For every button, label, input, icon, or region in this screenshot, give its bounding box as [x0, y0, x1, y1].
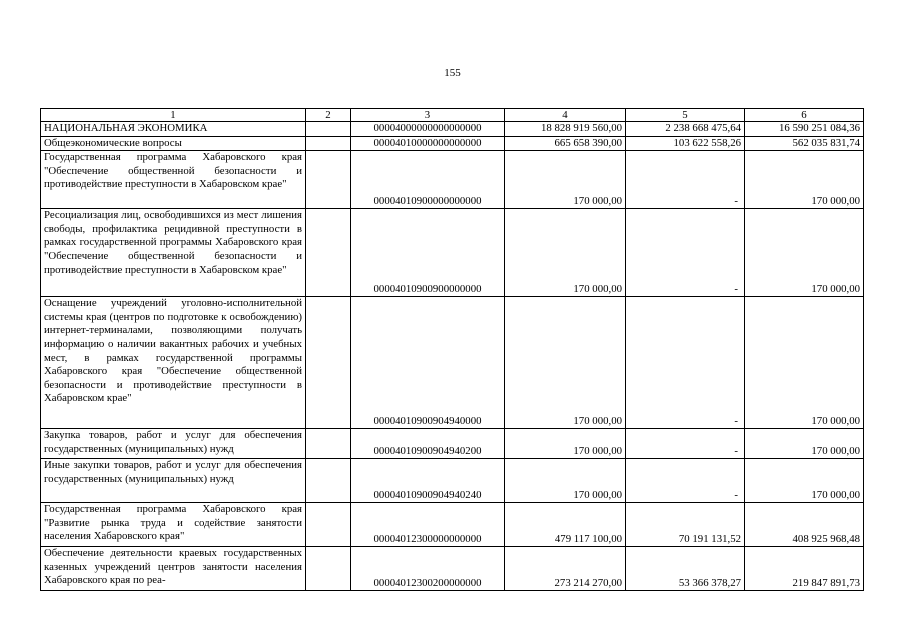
- column-header-4: 4: [505, 109, 626, 122]
- row-value-6: 170 000,00: [745, 297, 864, 429]
- row-value-5: 53 366 378,27: [626, 547, 745, 591]
- row-code: 00004010900904940240: [351, 459, 505, 503]
- row-value-5: 70 191 131,52: [626, 503, 745, 547]
- row-col2: [306, 547, 351, 591]
- row-value-4: 170 000,00: [505, 151, 626, 209]
- row-value-5: -: [626, 459, 745, 503]
- row-code: 00004010000000000000: [351, 136, 505, 151]
- budget-table-body: [41, 109, 864, 591]
- row-value-5: -: [626, 209, 745, 297]
- row-col2: [306, 429, 351, 459]
- row-value-6: 562 035 831,74: [745, 136, 864, 151]
- row-value-6: 170 000,00: [745, 209, 864, 297]
- row-col2: [306, 503, 351, 547]
- row-name: Государственная программа Хабаровского края "Обеспечение общественной безопасности и противодействие преступности в Хабаровском крае": [41, 151, 306, 209]
- row-col2: [306, 459, 351, 503]
- row-value-4: 170 000,00: [505, 209, 626, 297]
- row-value-4: 170 000,00: [505, 429, 626, 459]
- row-name: Обеспечение деятельности краевых государственных казенных учреждений центров занятости населения Хабаровского края по реа-: [41, 547, 306, 591]
- row-name: Оснащение учреждений уголовно-исполнительной системы края (центров по подготовке к освобождению) интернет-терминалами, позволяющими получать информацию о наличии вакантных рабочих и учебных мест, в рамках государственной программы Хабаровского края "Обеспечение общественной безопасности и противодействие преступности в Хабаровском крае": [41, 297, 306, 429]
- budget-table: [40, 108, 864, 591]
- column-header-1: 1: [41, 109, 306, 122]
- row-col2: [306, 297, 351, 429]
- row-code: 00004000000000000000: [351, 122, 505, 137]
- row-name: НАЦИОНАЛЬНАЯ ЭКОНОМИКА: [41, 122, 306, 137]
- page-number: 155: [444, 67, 461, 79]
- table-row: [41, 136, 864, 151]
- row-name: Ресоциализация лиц, освободившихся из мест лишения свободы, профилактика рецидивной преступности в рамках государственной программы Хабаровского края "Обеспечение общественной безопасности и противодействие преступности в Хабаровском крае": [41, 209, 306, 297]
- row-col2: [306, 122, 351, 137]
- column-header-6: 6: [745, 109, 864, 122]
- table-row: [41, 122, 864, 137]
- row-code: 00004012300000000000: [351, 503, 505, 547]
- row-col2: [306, 209, 351, 297]
- row-value-5: 103 622 558,26: [626, 136, 745, 151]
- row-value-4: 665 658 390,00: [505, 136, 626, 151]
- row-value-5: -: [626, 151, 745, 209]
- table-row: [41, 503, 864, 547]
- row-name: Общеэкономические вопросы: [41, 136, 306, 151]
- row-col2: [306, 136, 351, 151]
- column-header-5: 5: [626, 109, 745, 122]
- row-col2: [306, 151, 351, 209]
- row-code: 00004010900904940200: [351, 429, 505, 459]
- row-value-6: 170 000,00: [745, 459, 864, 503]
- row-value-4: 479 117 100,00: [505, 503, 626, 547]
- column-header-2: 2: [306, 109, 351, 122]
- table-row: [41, 209, 864, 297]
- row-name: Государственная программа Хабаровского края "Развитие рынка труда и содействие занятости населения Хабаровского края": [41, 503, 306, 547]
- row-code: 00004010900900000000: [351, 209, 505, 297]
- row-value-5: 2 238 668 475,64: [626, 122, 745, 137]
- row-value-4: 273 214 270,00: [505, 547, 626, 591]
- row-code: 00004010900904940000: [351, 297, 505, 429]
- table-row: [41, 151, 864, 209]
- row-value-4: 170 000,00: [505, 297, 626, 429]
- row-value-5: -: [626, 429, 745, 459]
- column-header-3: 3: [351, 109, 505, 122]
- row-code: 00004012300200000000: [351, 547, 505, 591]
- row-value-6: 170 000,00: [745, 429, 864, 459]
- row-value-4: 18 828 919 560,00: [505, 122, 626, 137]
- row-name: Иные закупки товаров, работ и услуг для обеспечения государственных (муниципальных) нужд: [41, 459, 306, 503]
- table-row: [41, 459, 864, 503]
- table-row: [41, 429, 864, 459]
- row-value-6: 16 590 251 084,36: [745, 122, 864, 137]
- row-value-5: -: [626, 297, 745, 429]
- row-name: Закупка товаров, работ и услуг для обеспечения государственных (муниципальных) нужд: [41, 429, 306, 459]
- row-value-6: 408 925 968,48: [745, 503, 864, 547]
- table-row: [41, 297, 864, 429]
- row-value-4: 170 000,00: [505, 459, 626, 503]
- row-value-6: 170 000,00: [745, 151, 864, 209]
- row-value-6: 219 847 891,73: [745, 547, 864, 591]
- table-row: [41, 547, 864, 591]
- row-code: 00004010900000000000: [351, 151, 505, 209]
- column-number-row: [41, 109, 864, 122]
